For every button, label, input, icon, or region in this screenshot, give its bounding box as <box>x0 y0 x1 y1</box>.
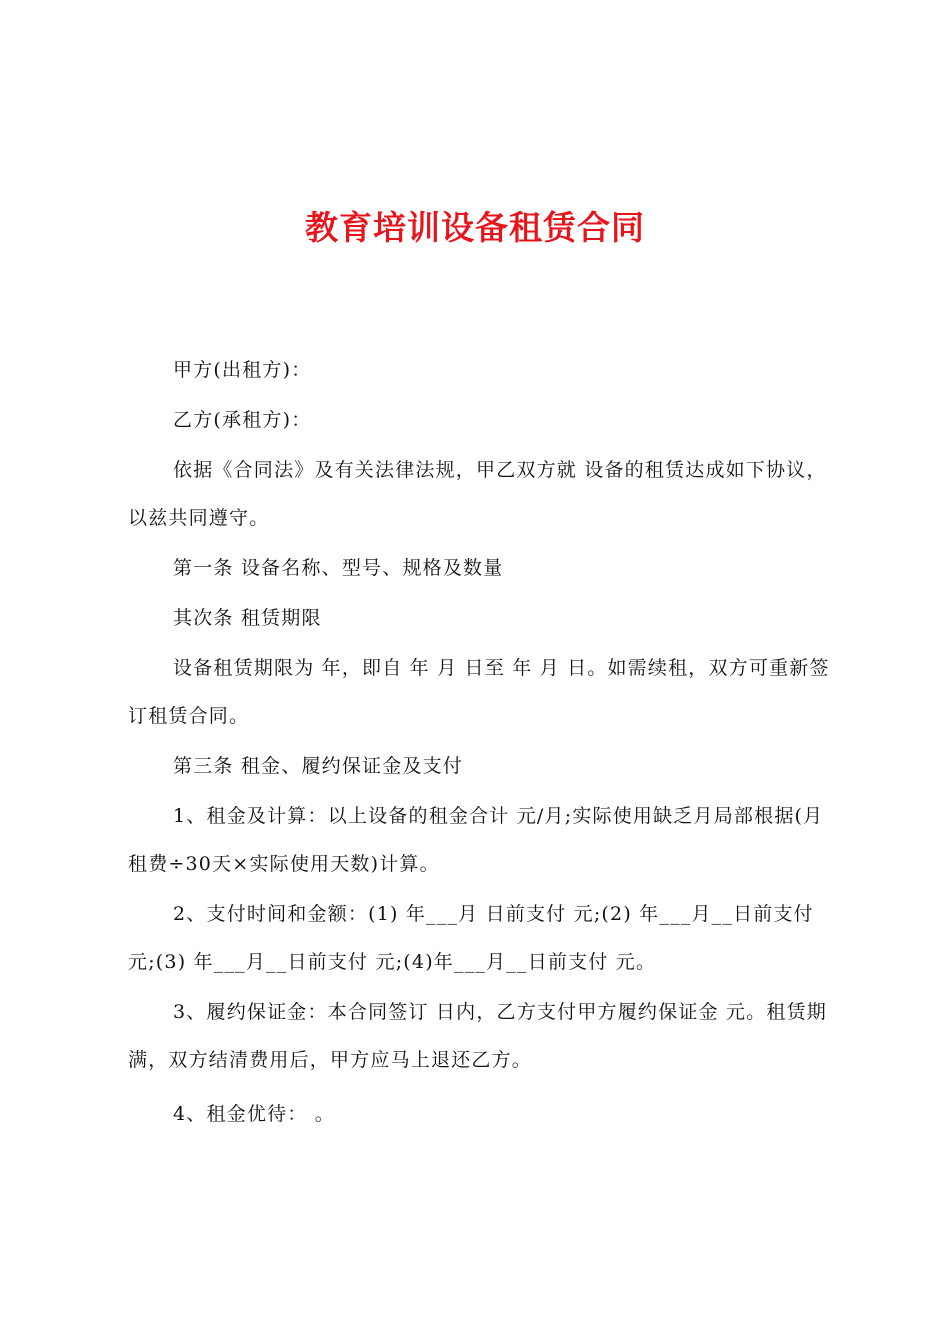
preamble-paragraph: 依据《合同法》及有关法律法规，甲乙双方就 设备的租赁达成如下协议，以兹共同遵守。 <box>128 459 827 529</box>
deposit-clause: 3、履约保证金：本合同签订 日内，乙方支付甲方履约保证金 元。租赁期满，双方结清费用后，甲方应马上退还乙方。 <box>128 1001 827 1071</box>
rent-calculation-clause: 1、租金及计算：以上设备的租金合计 元/月;实际使用缺乏月局部根据(月租费÷30天×实际使用天数)计算。 <box>128 805 824 875</box>
party-a-line: 甲方(出租方)： <box>173 359 312 381</box>
article-2-heading: 其次条 租赁期限 <box>173 607 322 629</box>
lease-term-paragraph: 设备租赁期限为 年，即自 年 月 日至 年 月 日。如需续租，双方可重新签订租赁合同。 <box>128 657 830 727</box>
party-b-line: 乙方(承租方)： <box>173 409 312 431</box>
article-1-heading: 第一条 设备名称、型号、规格及数量 <box>173 557 504 579</box>
article-3-heading: 第三条 租金、履约保证金及支付 <box>173 755 464 777</box>
document-title: 教育培训设备租赁合同 <box>305 208 645 247</box>
document-body <box>128 346 832 1140</box>
rent-discount-clause: 4、租金优待： 。 <box>173 1103 335 1125</box>
payment-schedule-clause: 2、支付时间和金额：(1) 年___月 日前支付 元;(2) 年___月__日前支付 元;(3) 年___月__日前支付 元;(4)年___月__日前支付 元。 <box>128 903 814 973</box>
